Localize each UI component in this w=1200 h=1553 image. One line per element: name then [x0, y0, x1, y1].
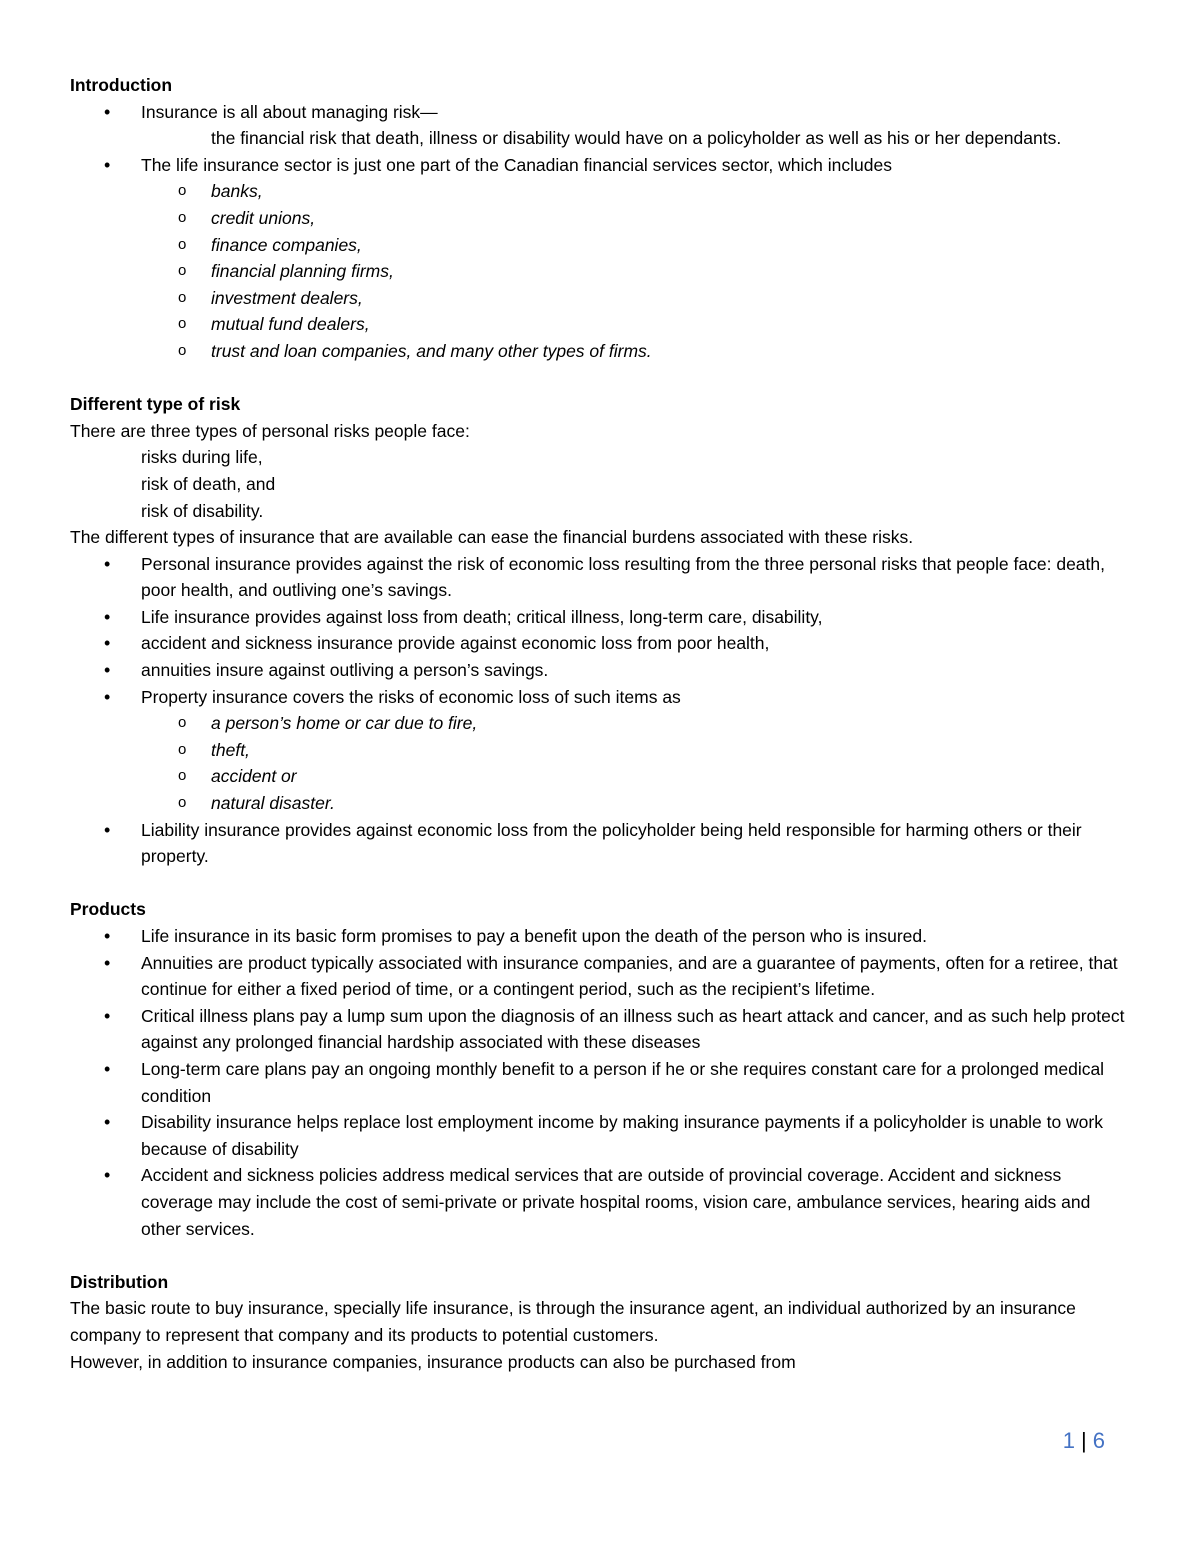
sub-list-item: o investment dealers, [70, 285, 1130, 312]
list-item: • Property insurance covers the risks of economic loss of such items as [70, 684, 1130, 711]
intro-list [70, 99, 1130, 179]
risk-item: risk of death, and [141, 473, 276, 494]
list-item: • Disability insurance helps replace lost employment income by making insurance payments if a policyholder is unable to work because of disability [70, 1109, 1130, 1162]
bullet-text: Insurance is all about managing risk— [141, 101, 438, 122]
section-risk [70, 391, 1130, 870]
risk-lead: There are three types of personal risks people face: [70, 420, 470, 441]
liability-list [70, 817, 1130, 870]
section-distribution [70, 1269, 1130, 1375]
sub-list-item: o banks, [70, 178, 1130, 205]
heading-distribution: Distribution [70, 1271, 169, 1292]
products-list [70, 923, 1130, 1242]
sub-list-item: o a person’s home or car due to fire, [70, 710, 1130, 737]
sub-list-item: o credit unions, [70, 205, 1130, 232]
sub-list-item: o mutual fund dealers, [70, 311, 1130, 338]
risk-item: risk of disability. [141, 500, 264, 521]
heading-introduction: Introduction [70, 75, 173, 95]
distribution-paragraph: The basic route to buy insurance, specially life insurance, is through the insurance agent, an individual authorized by an insurance company to represent that company and its products to potential customers. [70, 1298, 1076, 1345]
sub-list-item: o financial planning firms, [70, 258, 1130, 285]
sub-list-item: o trust and loan companies, and many other types of firms. [70, 338, 1130, 365]
list-item: • accident and sickness insurance provide against economic loss from poor health, [70, 630, 1130, 657]
property-sublist [70, 710, 1130, 816]
page-number [1063, 1428, 1105, 1455]
sub-list-item: o accident or [70, 763, 1130, 790]
list-item: • Annuities are product typically associated with insurance companies, and are a guarantee of payments, often for a retiree, that continue for either a fixed period of time, or a contingent period, such as the recipient’s lifetime. [70, 950, 1130, 1003]
list-item: • Life insurance in its basic form promises to pay a benefit upon the death of the person who is insured. [70, 923, 1130, 950]
list-item: • Liability insurance provides against economic loss from the policyholder being held responsible for harming others or their property. [70, 817, 1130, 870]
list-item: • Personal insurance provides against the risk of economic loss resulting from the three personal risks that people face: death, poor health, and outliving one’s savings. [70, 551, 1130, 604]
risk-list [70, 551, 1130, 711]
bullet-continuation: the financial risk that death, illness or disability would have on a policyholder as well as his or her dependants. [211, 128, 1062, 149]
risk-item: risks during life, [141, 447, 263, 468]
heading-products: Products [70, 899, 146, 920]
sub-list-item: o theft, [70, 737, 1130, 764]
list-item: • Accident and sickness policies address medical services that are outside of provincial coverage. Accident and sickness coverage may include the cost of semi-private or private hospital rooms, vision care, ambulance services, hearing aids and other services. [70, 1162, 1130, 1242]
distribution-paragraph: However, in addition to insurance companies, insurance products can also be purchased from [70, 1351, 796, 1372]
risk-summary: The different types of insurance that are available can ease the financial burdens associated with these risks. [70, 527, 914, 548]
document-page [70, 72, 1130, 1375]
page-current: 1 [1062, 1428, 1076, 1453]
list-item: • Life insurance provides against loss from death; critical illness, long-term care, disability, [70, 604, 1130, 631]
sub-list-item: o finance companies, [70, 232, 1130, 259]
heading-risk: Different type of risk [70, 394, 241, 415]
section-introduction [70, 72, 1130, 365]
page-separator: | [1081, 1428, 1087, 1453]
intro-sublist [70, 178, 1130, 364]
page-total: 6 [1092, 1428, 1105, 1453]
section-products [70, 896, 1130, 1242]
list-item: • Long-term care plans pay an ongoing monthly benefit to a person if he or she requires constant care for a prolonged medical condition [70, 1056, 1130, 1109]
list-item: • annuities insure against outliving a person’s savings. [70, 657, 1130, 684]
list-item [70, 99, 1130, 152]
list-item: • The life insurance sector is just one part of the Canadian financial services sector, which includes [70, 152, 1130, 179]
sub-list-item: o natural disaster. [70, 790, 1130, 817]
list-item: • Critical illness plans pay a lump sum upon the diagnosis of an illness such as heart attack and cancer, and as such help protect against any prolonged financial hardship associated with these diseases [70, 1003, 1130, 1056]
